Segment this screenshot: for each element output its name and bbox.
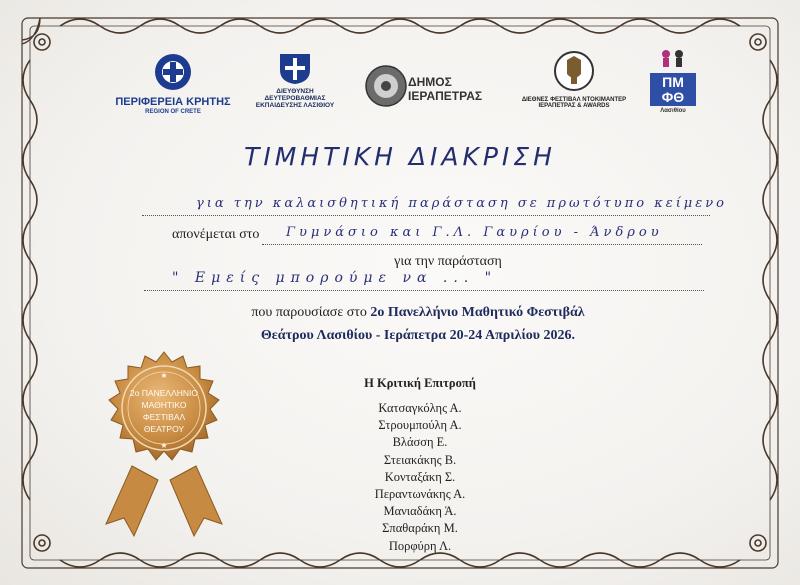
committee-member: Κονταξάκη Σ.: [384, 469, 456, 484]
seal-star-icon: ★: [160, 441, 168, 450]
gold-seal: [84, 348, 244, 538]
seal-star-icon: ★: [160, 371, 168, 380]
committee-member: Μανιαδάκη Ά.: [383, 504, 457, 519]
committee-member: Περαντωνάκης Α.: [374, 487, 466, 502]
school-handwritten: Γυμνάσιο και Γ.Λ. Γαυρίου - Άνδρου: [286, 225, 663, 240]
documentary-festival-logo: [510, 50, 638, 110]
play-title-handwritten: " Εμείς μπορούμε να ... ": [172, 270, 498, 286]
festival-line1: ΔΙΕΘΝΕΣ ΦΕΣΤΙΒΑΛ ΝΤΟΚΙΜΑΝΤΕΡ: [521, 97, 627, 103]
directorate-line3: ΕΚΠΑΙΔΕΥΣΗΣ ΛΑΣΙΘΙΟΥ: [255, 101, 335, 109]
seal-line4: ΘΕΑΤΡΟΥ: [143, 424, 185, 434]
seal-line3: ΦΕΣΤΙΒΑΛ: [142, 412, 186, 422]
theatre-figures-icon: [648, 48, 698, 68]
greek-coat-of-arms-icon: [240, 50, 350, 84]
seal-line1: 2ο ΠΑΝΕΛΛΗΝΙΟ: [129, 388, 199, 398]
region-name: ΠΕΡΙΦΕΡΕΙΑ ΚΡΗΤΗΣ: [115, 96, 231, 108]
festival-dates: Θεάτρου Λασιθίου - Ιεράπετρα 20-24 Απριλίου 2026.: [260, 328, 576, 343]
for-performance-label: για την παράσταση: [394, 254, 502, 269]
awarded-label: απονέμεται στο: [172, 227, 260, 242]
reason-dotted-line: [142, 215, 710, 216]
greek-emblem-icon: [112, 52, 234, 92]
festival-name: 2ο Πανελλήνιο Μαθητικό Φεστιβάλ: [370, 305, 585, 320]
municipality-line2: ΙΕΡΑΠΕΤΡΑΣ: [408, 89, 483, 103]
region-of-crete-logo: [112, 52, 234, 115]
seal-line2: ΜΑΘΗΤΙΚΟ: [141, 400, 187, 410]
committee-member: Σπαθαράκη Μ.: [382, 521, 458, 536]
school-dotted-line: [262, 244, 702, 245]
reason-handwritten: για την καλαισθητική παράσταση σε πρωτότυπο κείμενο: [196, 196, 727, 211]
play-title-dotted-line: [144, 290, 704, 291]
municipality-logo: [364, 64, 494, 108]
certificate-title: ΤΙΜΗΤΙΚΗ ΔΙΑΚΡΙΣΗ: [244, 142, 556, 171]
committee-heading: Η Κριτική Επιτροπή: [364, 376, 476, 390]
region-name-en: REGION OF CRETE: [145, 108, 201, 115]
committee-member: Βλάσση Ε.: [392, 435, 448, 450]
committee-member: Στειακάκης Β.: [383, 452, 457, 467]
committee-member: Πορφύρη Λ.: [388, 538, 452, 553]
pmth-badge: [650, 73, 696, 106]
pmth-logo: [648, 48, 698, 115]
pmth-caption: Λασιθίου: [660, 108, 686, 115]
festival-emblem-icon: [510, 50, 638, 92]
municipality-line1: ΔΗΜΟΣ: [408, 75, 452, 89]
festival-sentence: [0, 305, 800, 321]
pmth-top: ΠΜ: [662, 74, 684, 90]
directorate-logo: [240, 50, 350, 109]
directorate-line2: ΔΕΥΤΕΡΟΒΑΘΜΙΑΣ: [264, 94, 326, 102]
committee-member: Στρουμπούλη Α.: [378, 418, 462, 433]
festival-line2: ΙΕΡΑΠΕΤΡΑΣ & AWARDS: [538, 103, 610, 110]
directorate-line1: ΔΙΕΥΘΥΝΣΗ: [276, 88, 314, 95]
presented-prefix: που παρουσίασε στο: [251, 305, 371, 320]
committee-list: [320, 400, 520, 555]
municipality-seal-icon: [364, 64, 408, 108]
pmth-bottom: ΦΘ: [661, 88, 685, 105]
committee-member: Κατσαγκόλης Α.: [378, 401, 462, 415]
